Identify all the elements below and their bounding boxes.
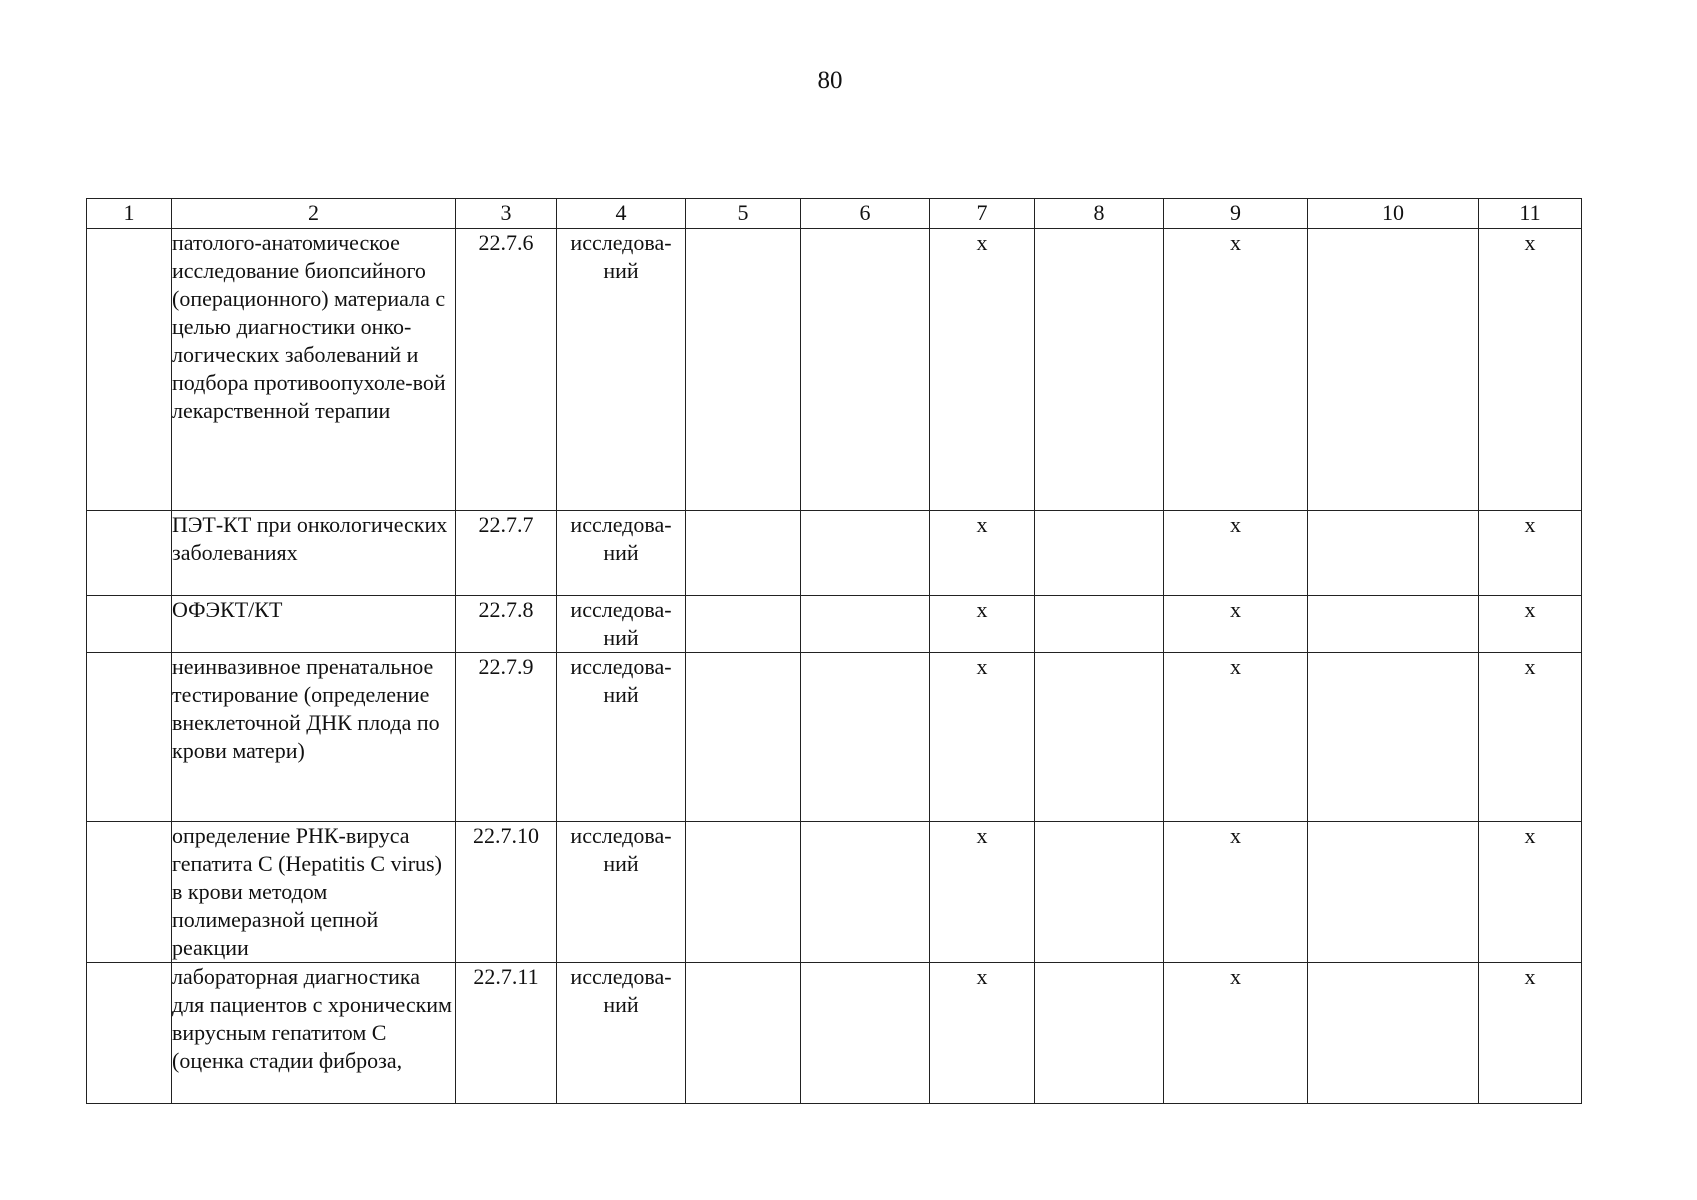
table-cell: [1035, 822, 1164, 963]
column-header: 10: [1308, 199, 1479, 229]
table-cell: [87, 511, 172, 596]
column-header: 2: [172, 199, 456, 229]
mark-cell: x: [1479, 963, 1582, 1104]
service-description: лабораторная диагностика для пациентов с хроническим вирусным гепатитом C (оценка стадии фиброза,: [172, 963, 456, 1104]
mark-cell: x: [1479, 596, 1582, 653]
mark-cell: x: [1164, 822, 1308, 963]
table-row: [87, 963, 1582, 1104]
unit-cell: исследова-ний: [557, 596, 686, 653]
table-cell: [1035, 511, 1164, 596]
mark-cell: x: [1479, 229, 1582, 511]
page-number: 80: [817, 67, 843, 94]
unit-cell: исследова-ний: [557, 963, 686, 1104]
column-header: 5: [686, 199, 801, 229]
table-cell: [1308, 511, 1479, 596]
table-cell: [1308, 229, 1479, 511]
mark-cell: x: [930, 653, 1035, 822]
service-description: ОФЭКТ/КТ: [172, 596, 456, 653]
mark-cell: x: [930, 963, 1035, 1104]
table-cell: [686, 963, 801, 1104]
table-cell: [1308, 822, 1479, 963]
mark-cell: x: [1164, 963, 1308, 1104]
table-cell: [87, 822, 172, 963]
mark-cell: x: [1164, 511, 1308, 596]
table-cell: [801, 596, 930, 653]
table-cell: [801, 229, 930, 511]
table-cell: [686, 653, 801, 822]
service-code: 22.7.10: [456, 822, 557, 963]
table-cell: [1308, 963, 1479, 1104]
mark-cell: x: [1479, 511, 1582, 596]
table-cell: [686, 229, 801, 511]
service-description: ПЭТ-КТ при онкологических заболеваниях: [172, 511, 456, 596]
table-cell: [87, 596, 172, 653]
table-cell: [1035, 229, 1164, 511]
table-cell: [1035, 596, 1164, 653]
mark-cell: x: [1164, 653, 1308, 822]
mark-cell: x: [930, 511, 1035, 596]
column-header: 4: [557, 199, 686, 229]
column-header: 9: [1164, 199, 1308, 229]
mark-cell: x: [930, 229, 1035, 511]
table-cell: [87, 229, 172, 511]
unit-cell: исследова-ний: [557, 653, 686, 822]
service-code: 22.7.7: [456, 511, 557, 596]
table-cell: [801, 822, 930, 963]
mark-cell: x: [1164, 596, 1308, 653]
table-cell: [686, 511, 801, 596]
table-cell: [1035, 963, 1164, 1104]
mark-cell: x: [930, 596, 1035, 653]
column-header: 11: [1479, 199, 1582, 229]
service-description: патолого-анатомическое исследование биопсийного (операционного) материала с целью диагностики онко-логических заболеваний и подбора противоопухоле-вой лекарственной терапии: [172, 229, 456, 511]
service-code: 22.7.6: [456, 229, 557, 511]
table-cell: [1035, 653, 1164, 822]
mark-cell: x: [930, 822, 1035, 963]
table-row: [87, 596, 1582, 653]
table-cell: [87, 963, 172, 1104]
service-code: 22.7.11: [456, 963, 557, 1104]
column-header: 3: [456, 199, 557, 229]
table-cell: [686, 596, 801, 653]
table-cell: [801, 653, 930, 822]
table-row: [87, 229, 1582, 511]
unit-cell: исследова-ний: [557, 822, 686, 963]
table-cell: [1308, 596, 1479, 653]
table-cell: [801, 963, 930, 1104]
table-cell: [1308, 653, 1479, 822]
mark-cell: x: [1164, 229, 1308, 511]
service-code: 22.7.8: [456, 596, 557, 653]
column-number-row: [87, 199, 1582, 229]
service-code: 22.7.9: [456, 653, 557, 822]
table-cell: [686, 822, 801, 963]
table-row: [87, 822, 1582, 963]
table-row: [87, 653, 1582, 822]
service-description: определение РНК-вируса гепатита C (Hepatitis C virus) в крови методом полимеразной цепной реакции: [172, 822, 456, 963]
unit-cell: исследова-ний: [557, 229, 686, 511]
column-header: 8: [1035, 199, 1164, 229]
column-header: 1: [87, 199, 172, 229]
column-header: 7: [930, 199, 1035, 229]
table-row: [87, 511, 1582, 596]
table-cell: [87, 653, 172, 822]
services-table: [86, 198, 1582, 1104]
unit-cell: исследова-ний: [557, 511, 686, 596]
mark-cell: x: [1479, 822, 1582, 963]
table-cell: [801, 511, 930, 596]
service-description: неинвазивное пренатальное тестирование (определение внеклеточной ДНК плода по крови матери): [172, 653, 456, 822]
mark-cell: x: [1479, 653, 1582, 822]
column-header: 6: [801, 199, 930, 229]
